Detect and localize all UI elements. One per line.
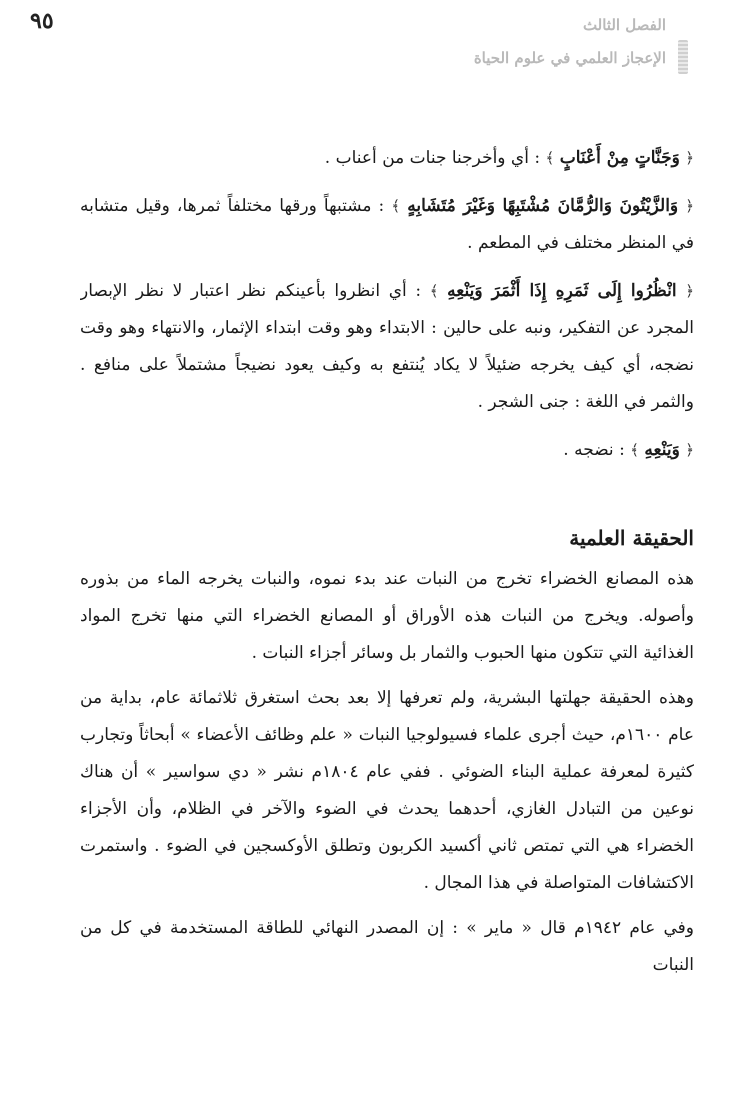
section-heading: الحقيقة العلمية (569, 526, 694, 550)
chapter-title: الفصل الثالث (582, 16, 666, 34)
verse-open-bracket: ﴿ (685, 197, 694, 215)
verse-explanation-2 (80, 188, 694, 262)
body-paragraph-1: هذه المصانع الخضراء تخرج من النبات عند بدء نموه، والنبات يخرجه الماء من بذوره وأصوله. ويخرج من النبات هذه الأوراق أو المصانع الخضراء التي منها تخرج المواد الغذائية التي تتكون منها الحبوب والثمار بل وسائر أجزاء النبات . (80, 569, 694, 663)
verse-commentary: : أي وأخرجنا جنات من أعناب . (324, 148, 546, 168)
verse-explanation-1 (80, 140, 694, 177)
page-body (80, 140, 694, 990)
running-header (106, 14, 666, 70)
verse-open-bracket: ﴿ (685, 441, 694, 459)
quran-verse: وَالزَّيْتُونَ وَالرُّمَّانَ مُشْتَبِهًا وَغَيْرَ مُتَشَابِهٍ (407, 196, 679, 216)
verse-commentary: : مشتبهاً ورقها مختلفاً ثمرها، وقيل متشابه في المنظر مختلف في المطعم . (80, 196, 694, 253)
quran-verse: وَجَنَّاتٍ مِنْ أَعْنَابٍ (559, 148, 680, 168)
body-paragraph-3: وفي عام ١٩٤٢م قال « ماير » : إن المصدر النهائي للطاقة المستخدمة في كل من النبات (80, 918, 694, 975)
verse-explanation-4 (80, 432, 694, 469)
verse-open-bracket: ﴿ (685, 149, 694, 167)
verse-close-bracket: ﴾ (391, 197, 401, 215)
chapter-subtitle: الإعجاز العلمي في علوم الحياة (473, 49, 666, 67)
verse-explanation-3 (80, 273, 694, 421)
verse-open-bracket: ﴿ (685, 282, 694, 300)
verse-close-bracket: ﴾ (545, 149, 555, 167)
header-decoration-bar (678, 40, 688, 74)
quran-verse: انْظُرُوا إِلَى ثَمَرِهِ إِذَا أَثْمَرَ وَيَنْعِهِ (447, 281, 677, 301)
quran-verse: وَيَنْعِهِ (644, 440, 680, 460)
verse-commentary: : أي انظروا بأعينكم نظر اعتبار لا نظر الإبصار المجرد عن التفكير، ونبه على حالين : الابتداء وهو وقت ابتداء الإثمار، والانتهاء وهو وقت نضجه، أي كيف يخرجه ضئيلاً لا يكاد يُنتفع به وكيف يعود نضيجاً مشتملاً على منافع . والثمر في اللغة : جنى الشجر . (80, 281, 694, 412)
verse-close-bracket: ﴾ (429, 282, 439, 300)
body-paragraph-2: وهذه الحقيقة جهلتها البشرية، ولم تعرفها إلا بعد بحث استغرق ثلاثمائة عام، بداية من عام ١٦٠٠م، حيث أجرى علماء فسيولوجيا النبات « علم وظائف الأعضاء » أبحاثاً وتجارب كثيرة لمعرفة عملية البناء الضوئي . ففي عام ١٨٠٤م نشر « دي سواسير » أن هناك نوعين من التبادل الغازي، أحدهما يحدث في الضوء والآخر في الظلام، وأن الأجزاء الخضراء هي التي تمتص ثاني أكسيد الكربون وتطلق الأوكسجين في الضوء . واستمرت الاكتشافات المتواصلة في هذا المجال . (80, 688, 694, 893)
page-number: ٩٥ (30, 8, 54, 34)
verse-commentary: : نضجه . (563, 440, 631, 460)
verse-close-bracket: ﴾ (630, 441, 639, 459)
